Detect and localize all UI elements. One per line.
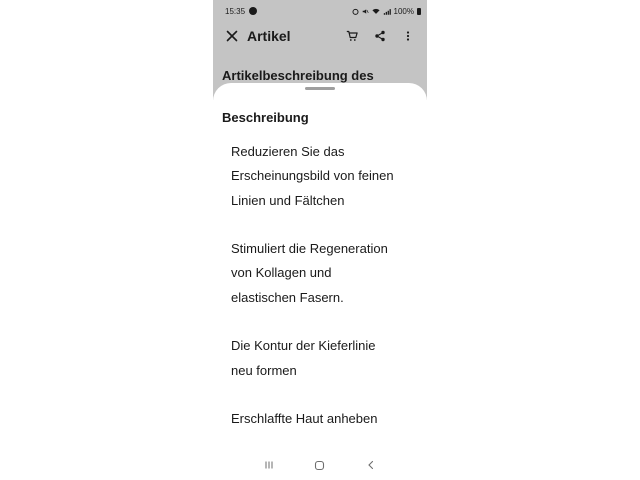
sheet-drag-handle[interactable] bbox=[305, 87, 335, 90]
more-button[interactable] bbox=[397, 25, 419, 47]
signal-icon bbox=[383, 8, 391, 15]
status-icons bbox=[352, 7, 421, 16]
app-actions bbox=[341, 25, 419, 47]
cart-icon bbox=[346, 30, 358, 42]
close-icon bbox=[226, 30, 238, 42]
background-heading: Artikelbeschreibung des bbox=[222, 68, 374, 83]
close-button[interactable] bbox=[221, 25, 243, 47]
battery-icon bbox=[417, 8, 421, 15]
recents-button[interactable] bbox=[259, 455, 279, 475]
more-vert-icon bbox=[402, 30, 414, 42]
description-paragraph: Erschlaffte Haut anheben bbox=[231, 411, 378, 427]
wifi-icon bbox=[372, 8, 380, 15]
system-nav-bar bbox=[213, 452, 427, 478]
status-time: 15:35 bbox=[225, 6, 246, 16]
description-paragraph: Reduzieren Sie das Erscheinungsbild von feinen Linien und Fältchen bbox=[231, 144, 394, 208]
status-bar bbox=[213, 0, 427, 22]
app-bar bbox=[213, 22, 427, 50]
recents-icon bbox=[264, 460, 274, 470]
description-paragraph: Stimuliert die Regeneration von Kollagen und elastischen Fasern. bbox=[231, 241, 388, 305]
description-text bbox=[231, 140, 421, 432]
share-icon bbox=[374, 30, 386, 42]
back-icon bbox=[366, 460, 376, 470]
home-icon bbox=[314, 460, 325, 471]
sheet-title: Beschreibung bbox=[222, 110, 309, 125]
page-title: Artikel bbox=[247, 28, 291, 44]
share-button[interactable] bbox=[369, 25, 391, 47]
battery-text: 100% bbox=[393, 6, 414, 16]
alarm-icon bbox=[352, 8, 359, 15]
phone-screen bbox=[213, 0, 427, 480]
back-button[interactable] bbox=[361, 455, 381, 475]
bottom-sheet bbox=[213, 83, 427, 480]
home-button[interactable] bbox=[310, 455, 330, 475]
description-paragraph: Die Kontur der Kieferlinie neu formen bbox=[231, 338, 376, 378]
mute-icon bbox=[362, 8, 369, 15]
notification-icon bbox=[249, 7, 257, 15]
cart-button[interactable] bbox=[341, 25, 363, 47]
